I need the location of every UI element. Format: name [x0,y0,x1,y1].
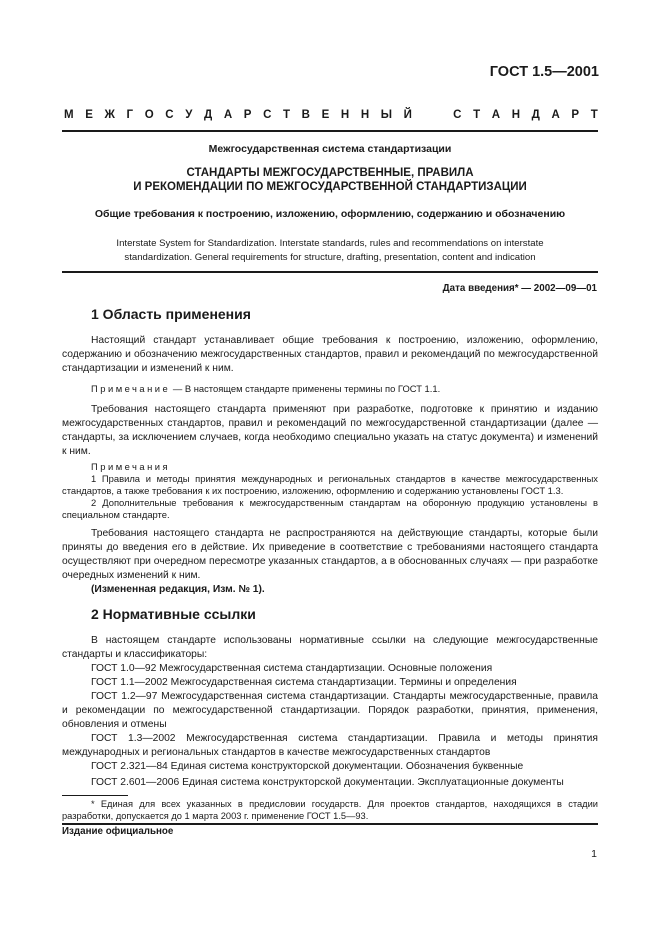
page-number: 1 [591,848,597,860]
normative-ref: ГОСТ 1.0—92 Межгосударственная система стандартизации. Основные положения [91,663,493,674]
section-1-paragraph-1: Настоящий стандарт устанавливает общие требования к построению, изложению, оформлению, содержанию и обозначению межгосударственных стандартов, правил и рекомендаций по межгосударственной стандартизации и изменений к ним. [62,335,598,374]
section-1-paragraph-3: Требования настоящего стандарта не распространяются на действующие стандарты, которые были приняты до введения его в действие. Их приведение в соответствие с требованиями настоящего стандарта осуществляют при очередном пересмотре указанных стандартов, а в обоснованных случаях — при разработке очередных изменений к ним. [62,528,598,581]
normative-ref: ГОСТ 2.321—84 Единая система конструкторской документации. Обозначения буквенные [91,761,524,772]
kind-word-2: С [453,109,462,121]
section-2-intro: В настоящем стандарте использованы нормативные ссылки на следующие межгосударственные стандарты и классификаторы: [62,635,598,660]
section-1-note: Примечание — В настоящем стандарте применены термины по ГОСТ 1.1. [91,383,441,394]
edition-label: Издание официальное [62,826,174,837]
section-1-heading: 1 Область применения [91,306,251,322]
title-rule [62,271,598,273]
general-title: Общие требования к построению, изложению, оформлению, содержанию и обозначению [94,208,566,220]
normative-ref: ГОСТ 1.1—2002 Межгосударственная система стандартизации. Термины и определения [91,677,517,688]
normative-ref: ГОСТ 2.601—2006 Единая система конструкторской документации. Эксплуатационные документы [91,777,564,788]
english-title: Interstate System for Standardization. Interstate standards, rules and recommendations on interstate standardization. General requirements for structure, drafting, presentation, content and indication [116,238,544,263]
header-rule [62,130,598,132]
normative-ref: ГОСТ 1.3—2002 Межгосударственная система стандартизации. Правила и методы принятия международных и региональных стандартов в качестве межгосударственных стандартов [62,733,598,758]
main-title: СТАНДАРТЫ МЕЖГОСУДАРСТВЕННЫЕ, ПРАВИЛА И РЕКОМЕНДАЦИИ ПО МЕЖГОСУДАРСТВЕННОЙ СТАНДАРТИЗАЦИИ [133,167,527,193]
note-label: Примечание [91,383,171,394]
section-1-note-2: 2 Дополнительные требования к межгосударственным стандартам на оборонную продукцию установлены в специальном стандарте. [62,497,598,520]
standard-kind-heading: М Е Ж Г О С У Д А Р С Т В Е Н Н Ы Й С Т А Н Д А Р Т [64,109,598,121]
system-title: Межгосударственная система стандартизации [208,143,452,155]
introduction-date: Дата введения* — 2002—09—01 [442,283,597,294]
footnote-rule [62,795,128,796]
normative-ref: ГОСТ 1.2—97 Межгосударственная система стандартизации. Стандарты межгосударственные, правила и рекомендации по межгосударственной стандартизации. Порядок разработки, принятия, применения, обновления и отмены [62,691,598,730]
section-1-paragraph-2: Требования настоящего стандарта применяют при разработке, подготовке к принятию и изданию межгосударственных стандартов, правил и рекомендаций по межгосударственной стандартизации (далее — стандарты, за исключением случаев, когда необходимо специально указать на статус документа) и изменений к ним. [62,404,598,457]
footnote: * Единая для всех указанных в предисловии государств. Для проектов стандартов, находящихся в стадии разработки, допускается до 1 марта 2003 г. применение ГОСТ 1.5—93. [62,799,598,821]
standard-code: ГОСТ 1.5—2001 [489,64,599,80]
notes-label: Примечания [91,461,171,472]
amendment-note: (Измененная редакция, Изм. № 1). [91,584,265,595]
section-2-heading: 2 Нормативные ссылки [91,606,256,622]
edition-rule [62,823,598,825]
kind-word-1: М [64,109,74,121]
section-1-note-1: 1 Правила и методы принятия международных и региональных стандартов в качестве межгосударственных стандартов, а также требования к их построению, изложению, оформлению и содержанию установлены ГОСТ 1.3. [62,473,598,496]
